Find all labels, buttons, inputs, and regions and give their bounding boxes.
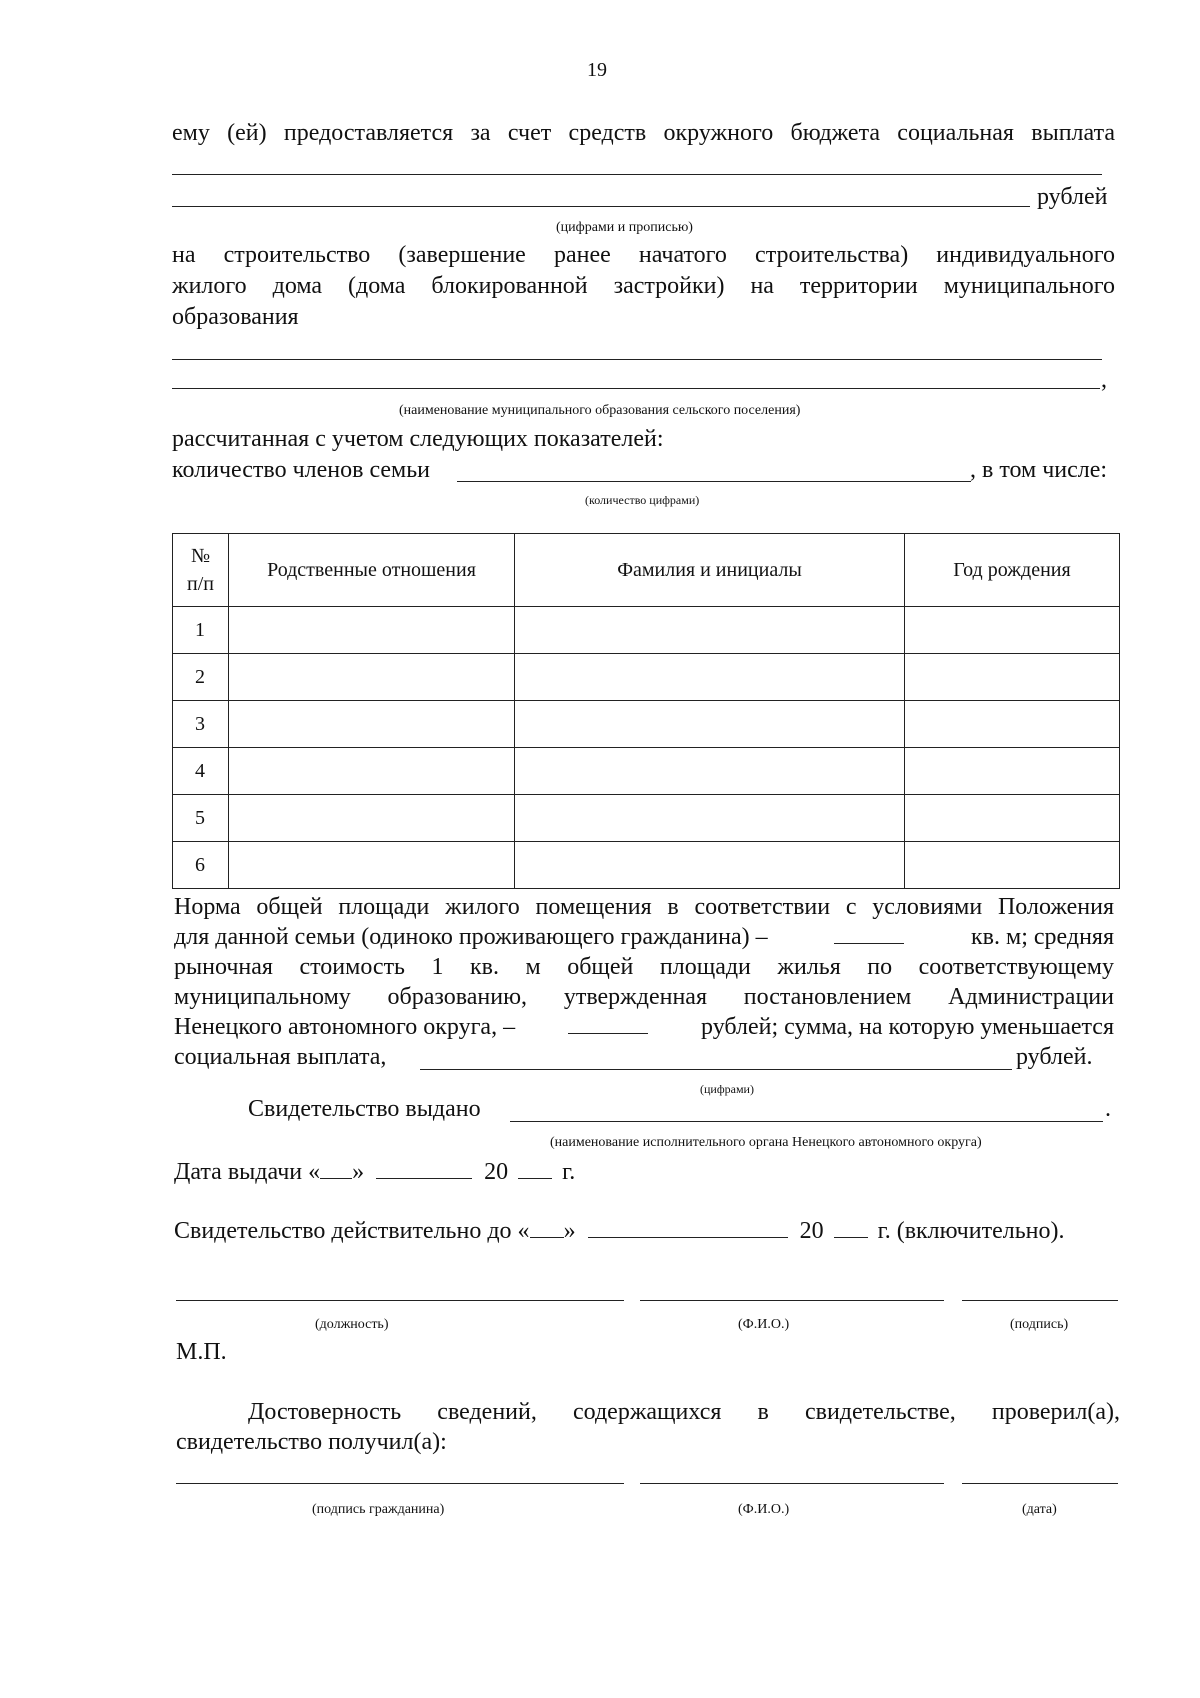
issue-day-field[interactable]	[320, 1158, 352, 1179]
name-cell[interactable]	[515, 842, 905, 889]
row-number: 5	[173, 795, 229, 842]
issue-date-label: Дата выдачи «	[174, 1159, 321, 1185]
valid-year-field[interactable]	[834, 1217, 868, 1238]
name-cell[interactable]	[515, 748, 905, 795]
issue-year-suffix: г.	[562, 1159, 576, 1185]
valid-day-field[interactable]	[530, 1217, 564, 1238]
table-row	[173, 607, 1120, 654]
relation-cell[interactable]	[229, 795, 515, 842]
relation-cell[interactable]	[229, 842, 515, 889]
members-label: количество членов семьи	[172, 457, 431, 483]
valid-year-prefix: 20	[799, 1218, 824, 1244]
row-number: 4	[173, 748, 229, 795]
birth-year-cell[interactable]	[905, 795, 1120, 842]
table-row	[173, 654, 1120, 701]
header-name: Фамилия и инициалы	[515, 534, 905, 607]
name-cell[interactable]	[515, 795, 905, 842]
relation-cell[interactable]	[229, 701, 515, 748]
valid-date-label: Свидетельство действительно до «	[174, 1218, 530, 1244]
members-count-line[interactable]	[457, 481, 971, 482]
municipality-comma: ,	[1101, 367, 1107, 393]
fio-hint: (Ф.И.О.)	[738, 1317, 790, 1332]
birth-year-cell[interactable]	[905, 607, 1120, 654]
issue-date-row	[174, 1158, 575, 1186]
citizen-signature-hint: (подпись гражданина)	[312, 1502, 445, 1517]
page-number: 19	[587, 59, 607, 81]
table-row	[173, 795, 1120, 842]
issued-org-line[interactable]	[510, 1121, 1103, 1122]
issued-dot: .	[1105, 1096, 1111, 1122]
norm-area-field[interactable]	[834, 923, 904, 944]
valid-date-close: »	[563, 1218, 576, 1244]
position-line[interactable]	[176, 1300, 624, 1301]
stamp-label: М.П.	[176, 1339, 227, 1365]
norm-line-5	[174, 1013, 1114, 1041]
municipality-line-2[interactable]	[172, 388, 1100, 389]
row-number: 2	[173, 654, 229, 701]
birth-year-cell[interactable]	[905, 748, 1120, 795]
municipality-line-1[interactable]	[172, 359, 1102, 360]
issued-hint: (наименование исполнительного органа Ненецкого автономного округа)	[550, 1135, 982, 1150]
norm-line-5a: Ненецкого автономного округа, –	[174, 1014, 516, 1040]
norm-line-2	[174, 923, 1114, 951]
members-suffix: , в том числе:	[970, 457, 1108, 483]
issue-month-field[interactable]	[376, 1158, 472, 1179]
birth-year-cell[interactable]	[905, 701, 1120, 748]
amount-line-2[interactable]	[172, 206, 1030, 207]
norm-line-2b: кв. м; средняя	[971, 924, 1114, 950]
birth-year-cell[interactable]	[905, 842, 1120, 889]
table-row	[173, 748, 1120, 795]
name-cell[interactable]	[515, 607, 905, 654]
norm-line-6a: социальная выплата,	[174, 1044, 387, 1070]
row-number: 1	[173, 607, 229, 654]
norm-price-field[interactable]	[568, 1013, 648, 1034]
position-hint: (должность)	[315, 1317, 389, 1332]
fio-line[interactable]	[640, 1300, 944, 1301]
signature-hint: (подпись)	[1010, 1317, 1069, 1332]
verify-line-2: свидетельство получил(а):	[176, 1429, 447, 1455]
row-number: 3	[173, 701, 229, 748]
rubles-label: рублей	[1037, 184, 1108, 210]
issue-year-field[interactable]	[518, 1158, 552, 1179]
citizen-signature-line[interactable]	[176, 1483, 624, 1484]
norm-line-2a: для данной семьи (одиноко проживающего гражданина) –	[174, 924, 768, 950]
calc-label: рассчитанная с учетом следующих показателей:	[172, 426, 664, 452]
valid-month-field[interactable]	[588, 1217, 788, 1238]
name-cell[interactable]	[515, 701, 905, 748]
birth-year-cell[interactable]	[905, 654, 1120, 701]
valid-year-suffix: г. (включительно).	[877, 1218, 1065, 1244]
relation-cell[interactable]	[229, 607, 515, 654]
norm-line-1: Норма общей площади жилого помещения в соответствии с условиями Положения	[174, 894, 1114, 920]
family-table	[172, 533, 1120, 889]
reduction-amount-line[interactable]	[420, 1069, 1012, 1070]
table-row	[173, 701, 1120, 748]
verify-line-1: Достоверность сведений, содержащихся в свидетельстве, проверил(а),	[248, 1399, 1120, 1425]
issued-label: Свидетельство выдано	[248, 1096, 481, 1122]
norm-hint: (цифрами)	[700, 1082, 754, 1096]
table-header-row	[173, 534, 1120, 607]
relation-cell[interactable]	[229, 748, 515, 795]
intro-line-1: ему (ей) предоставляется за счет средств окружного бюджета социальная выплата	[172, 120, 1115, 146]
table-row	[173, 842, 1120, 889]
header-relation: Родственные отношения	[229, 534, 515, 607]
valid-date-row	[174, 1217, 1065, 1245]
row-number: 6	[173, 842, 229, 889]
issue-date-close: »	[352, 1159, 365, 1185]
citizen-date-line[interactable]	[962, 1483, 1118, 1484]
relation-cell[interactable]	[229, 654, 515, 701]
header-birth-year: Год рождения	[905, 534, 1120, 607]
signature-line[interactable]	[962, 1300, 1118, 1301]
purpose-line-2: жилого дома (дома блокированной застройки) на территории муниципального	[172, 273, 1115, 299]
header-number: № п/п	[173, 534, 229, 607]
norm-line-5b: рублей; сумма, на которую уменьшается	[701, 1014, 1114, 1040]
municipality-hint: (наименование муниципального образования сельского поселения)	[399, 403, 801, 418]
norm-line-6b: рублей.	[1016, 1044, 1093, 1070]
norm-line-4: муниципальному образованию, утвержденная постановлением Администрации	[174, 984, 1114, 1010]
citizen-fio-line[interactable]	[640, 1483, 944, 1484]
amount-line-1[interactable]	[172, 174, 1102, 175]
citizen-fio-hint: (Ф.И.О.)	[738, 1502, 790, 1517]
issue-year-prefix: 20	[484, 1159, 509, 1185]
purpose-line-1: на строительство (завершение ранее начатого строительства) индивидуального	[172, 242, 1115, 268]
norm-line-3: рыночная стоимость 1 кв. м общей площади жилья по соответствующему	[174, 954, 1114, 980]
purpose-line-3: образования	[172, 304, 299, 330]
members-hint: (количество цифрами)	[585, 493, 700, 507]
amount-hint: (цифрами и прописью)	[556, 220, 693, 235]
name-cell[interactable]	[515, 654, 905, 701]
citizen-date-hint: (дата)	[1022, 1502, 1057, 1517]
